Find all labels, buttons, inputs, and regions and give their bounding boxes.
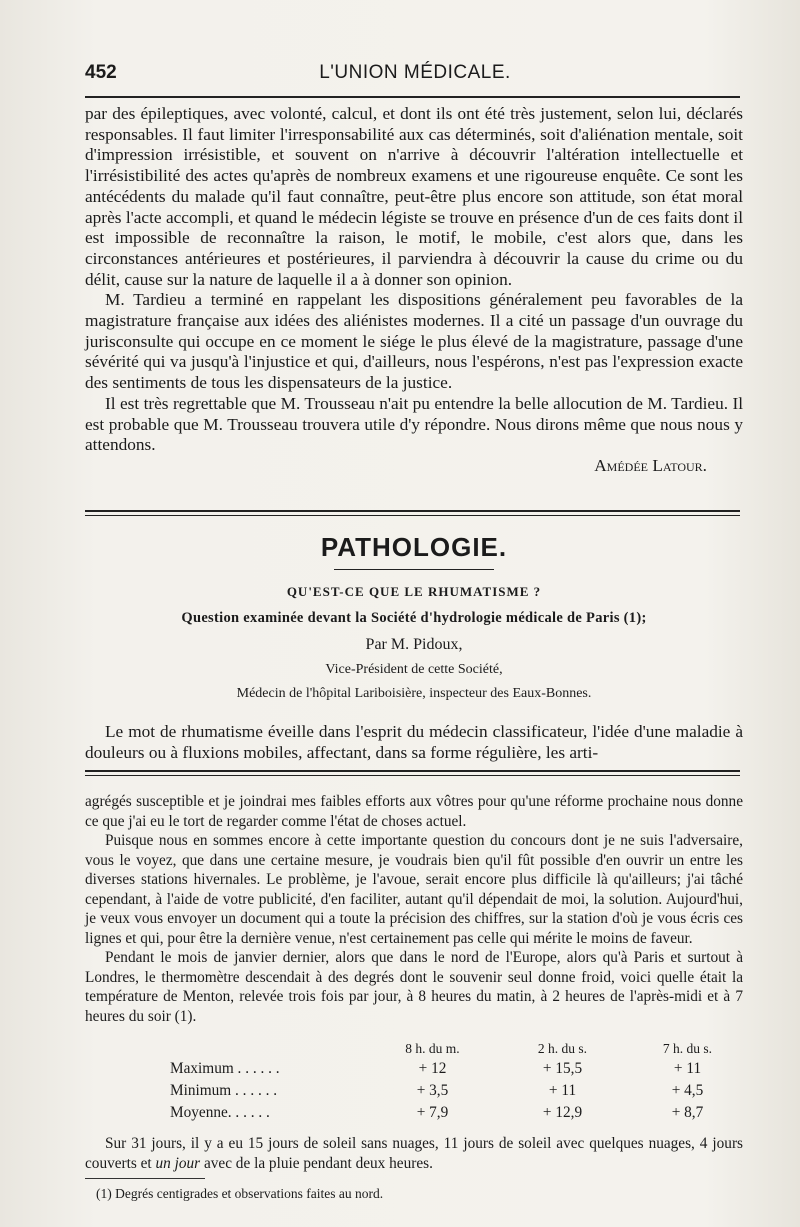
paragraph: par des épileptiques, avec volonté, calcul, et dont ils ont été très justement, selon lui, déclarés responsables. Il faut limiter l'irresponsabilité aux cas déterminés, soit d'aliénation mentale, soit d'impression irrésistible, et souvent on n'arrive à découvrir l'altération intellectuelle et l'irrésistibilité des actes qu'après de nombreux examens et une rigoureuse enquête. Ce sont les antécédents du malade qu'il faut connaître, peut-être plus encore son attitude, son état moral après l'acte accompli, et quand le médecin légiste se trouve en présence d'un de ces faits dont il est impossible de reconnaître la raison, le motif, le mobile, c'est alors que, dans les circonstances antérieures et postérieures, il parviendra à découvrir la cause du crime ou du délit, cause sur la nature de laquelle il a à donner son opinion. (85, 104, 743, 289)
section-heading (85, 532, 743, 702)
paragraph: M. Tardieu a terminé en rappelant les dispositions généralement peu favorables de la magistrature française aux idées des aliénistes modernes. Il a cité un passage d'un ouvrage du jurisconsulte qui occupe en ce moment le siége le plus élevé de la magistrature, passage d'une sévérité qui va jusqu'à l'injustice et qui, d'ailleurs, nous l'espérons, n'est pas l'expression exacte des sentiments de tous les dispensateurs de la justice. (85, 290, 743, 393)
table-header-row (170, 1040, 745, 1058)
paragraph: Puisque nous en sommes encore à cette importante question du concours dont je ne suis l'adversaire, vous le voyez, que dans une certaine mesure, je voudrais bien qu'il fût possible d'en ouvrir un entre les diverses stations hivernales. Le problème, je l'avoue, serait encore plus difficile là qu'ailleurs; j'ai tâché cependant, à l'aide de votre publicité, d'en faciliter, autant qu'il dépendait de moi, la solution. Aujourd'hui, je veux vous envoyer un document qui a toute la précision des chiffres, sur la station d'où je vous écris ces lignes et qui, pour être la dernière venue, n'est certainement pas celle qui mérite le moins de faveur. (85, 832, 743, 947)
column-header: 7 h. du s. (662, 1041, 713, 1056)
row-label: Maximum . . . . . . (170, 1060, 280, 1077)
bottom-article (85, 792, 743, 1026)
table-cell: + 15,5 (542, 1060, 583, 1077)
author-signature: Amédée Latour. (594, 455, 707, 475)
article-author: Par M. Pidoux, (365, 636, 463, 653)
table-cell: + 11 (673, 1060, 702, 1077)
paragraph: Pendant le mois de janvier dernier, alors que dans le nord de l'Europe, alors qu'à Paris et surtout à Londres, le thermomètre descendait à des degrés dont le souvenir seul donne froid, voici quelle était la température de Menton, relevée trois fois par jour, à 8 heures du matin, à 2 heures de l'après-midi et à 7 heures du soir (1). (85, 949, 743, 1025)
paragraph: agrégés susceptible et je joindrai mes faibles efforts aux vôtres pour qu'une réforme prochaine nous donne ce que j'ai eu le tort de regarder comme l'état de choses actuel. (85, 793, 743, 830)
closing-emphasis: un jour (155, 1154, 201, 1172)
header-rule (85, 96, 740, 98)
article-intro (85, 722, 743, 763)
title-underline (334, 569, 494, 570)
table-cell: + 12 (418, 1060, 447, 1077)
author-role: Vice-Président de cette Société, (325, 662, 503, 677)
question-line: Question examinée devant la Société d'hydrologie médicale de Paris (1); (181, 610, 647, 626)
table-cell: + 12,9 (542, 1104, 583, 1121)
footnote-rule (85, 1178, 205, 1179)
column-rule (85, 770, 740, 772)
column-header: 8 h. du m. (405, 1041, 460, 1056)
temperature-table (170, 1040, 745, 1124)
column-rule-thin (85, 775, 740, 776)
table-row (170, 1080, 745, 1102)
table-cell: + 7,9 (416, 1104, 449, 1121)
journal-title: L'UNION MÉDICALE. (319, 62, 511, 83)
row-label: Moyenne. . . . . . (170, 1104, 270, 1121)
table-cell: + 11 (548, 1082, 577, 1099)
row-label: Minimum . . . . . . (170, 1082, 278, 1099)
author-role: Médecin de l'hôpital Lariboisière, inspecteur des Eaux-Bonnes. (236, 686, 592, 701)
table-row (170, 1058, 745, 1080)
table-cell: + 8,7 (671, 1104, 704, 1121)
section-rule-top (85, 510, 740, 512)
section-title: PATHOLOGIE. (320, 532, 508, 562)
paragraph: Il est très regrettable que M. Trousseau n'ait pu entendre la belle allocution de M. Tardieu. Il est probable que M. Trousseau trouvera utile d'y répondre. Nous dirons même que nous nous y attendons. (85, 393, 743, 455)
closing-paragraph (85, 1134, 743, 1173)
table-row (170, 1102, 745, 1124)
paragraph (85, 1134, 743, 1173)
closing-text: avec de la pluie pendant deux heures. (200, 1154, 433, 1172)
top-article (85, 104, 743, 477)
table-cell: + 3,5 (416, 1082, 449, 1099)
signature-line (85, 456, 743, 477)
section-rule-top-thin (85, 515, 740, 516)
column-header: 2 h. du s. (537, 1041, 588, 1056)
page-header (85, 60, 745, 90)
page-number: 452 (85, 62, 117, 83)
footnote: (1) Degrés centigrades et observations faites au nord. (96, 1186, 384, 1201)
closing-text: Sur 31 jours, il y a eu 15 jours de soleil sans nuages, 11 jours de soleil avec quelques nuages, 4 jours couverts et (85, 1135, 743, 1172)
table-cell: + 4,5 (671, 1082, 704, 1099)
article-subtitle: QU'EST-CE QUE LE RHUMATISME ? (286, 584, 542, 599)
paragraph: Le mot de rhumatisme éveille dans l'esprit du médecin classificateur, l'idée d'une maladie à douleurs ou à fluxions mobiles, affectant, dans sa forme régulière, les arti- (85, 722, 743, 762)
